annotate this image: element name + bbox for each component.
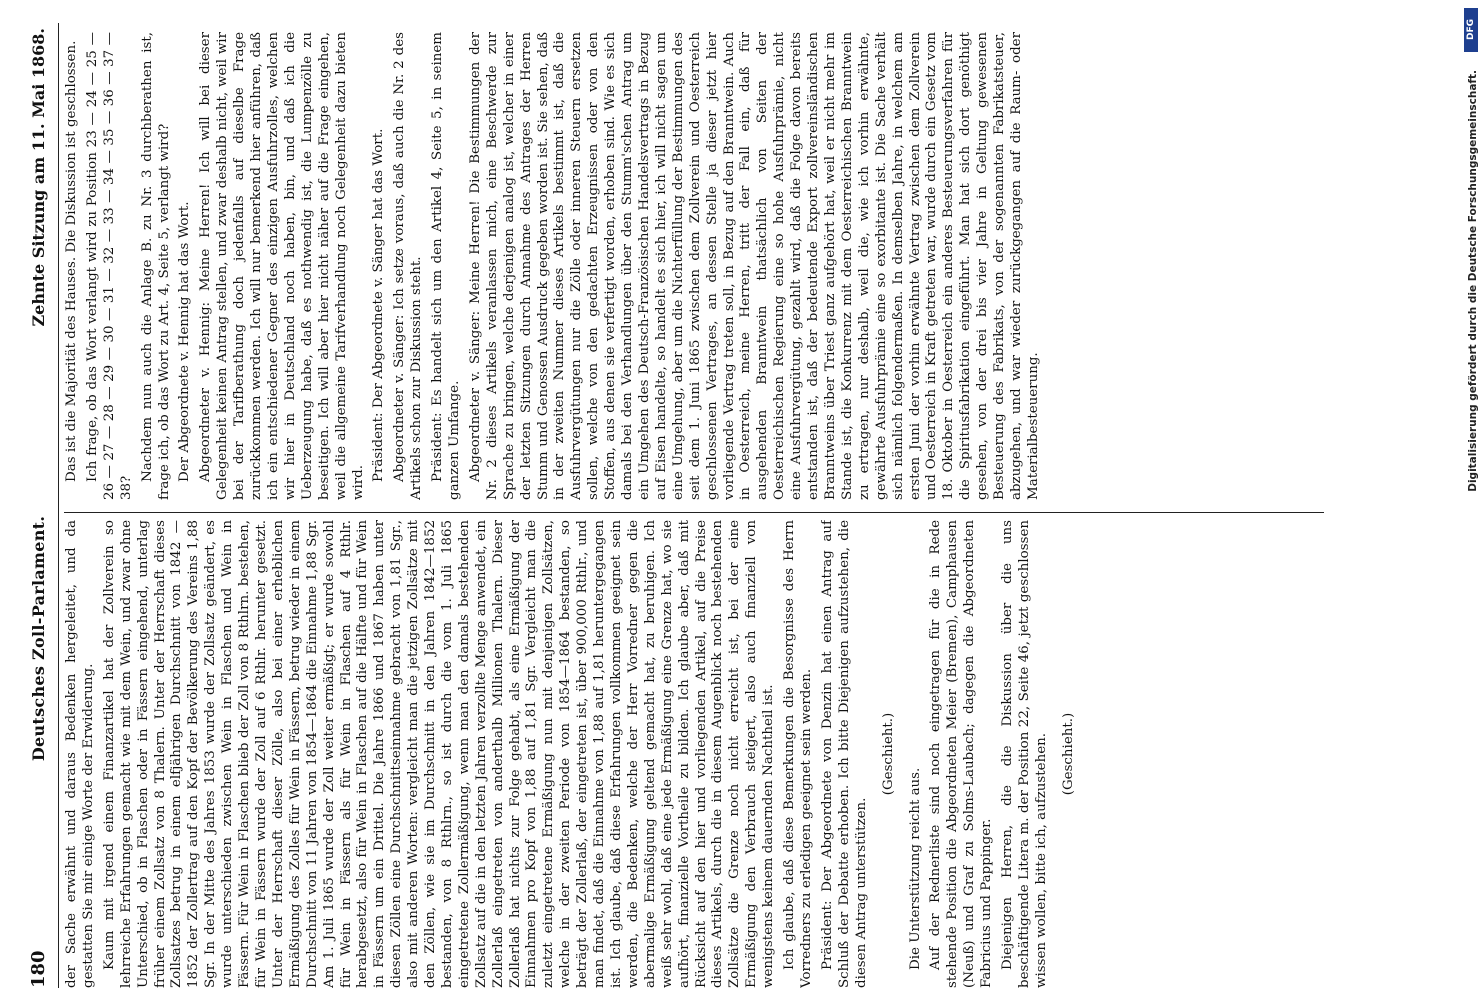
paragraph: Ich frage, ob das Wort verlangt wird zu Position 23 — 24 — 25 — 26 — 27 — 28 — 29 — 30 — 31 — 32 — 33 — 34 — 35 — 36 — 37 — 38? bbox=[84, 32, 134, 500]
page-number: 180 bbox=[28, 950, 49, 988]
credit-text: Digitalisierung gefördert durch die Deutsche Forschungsgemeinschaft. bbox=[1467, 70, 1479, 492]
paragraph: Der Abgeordnete v. Hennig hat das Wort. bbox=[177, 201, 193, 482]
digitization-credit bbox=[1461, 0, 1481, 1000]
paragraph: Die Unterstützung reicht aus. bbox=[907, 767, 923, 970]
paragraph: Ich glaube, daß diese Bemerkungen die Besorgnisse des Herrn Vorredners zu erledigen geeignet sein werden. bbox=[782, 520, 814, 988]
stage-direction: (Geschieht.) bbox=[880, 712, 896, 796]
column-divider bbox=[64, 512, 1324, 513]
paragraph: Präsident: Der Abgeordnete v. Sänger hat das Wort. bbox=[371, 128, 387, 482]
left-column bbox=[64, 520, 1244, 988]
paragraph: Auf der Rednerliste sind noch eingetragen für die in Rede stehende Position die Abgeordneten Meier (Bremen), Camphausen (Neuß) und Graf zu Solms-Laubach; dagegen die Abgeordneten Fabricius und Pappinger. bbox=[928, 520, 995, 988]
paragraph: Nachdem nun auch die Anlage B. zu Nr. 3 durchberathen ist, frage ich, ob das Wort zu Art. 4, Seite 5, verlangt wird? bbox=[139, 32, 172, 500]
publication-title: Deutsches Zoll-Parlament. bbox=[29, 515, 48, 762]
paragraph: Abgeordneter v. Hennig: Meine Herren! Ich will bei dieser Gelegenheit keinen Antrag stellen, und zwar deshalb nicht, weil wir bei der Tarifberathung doch jedenfalls auf dieselbe Frage zurückkommen werden. Ich will nur bemerkend hier anführen, daß ich ein entschiedener Gegner des einzigen Ausfuhrzolles, welchen wir hier in Deutschland noch haben, bin, und daß ich die Ueberzeugung habe, daß es nothwendig ist, die Lumpenzölle zu beseitigen. Ich will aber hier nicht näher auf die Frage eingehen, weil die allgemeine Tarifverhandlung noch Gelegenheit dazu bieten wird. bbox=[198, 32, 366, 500]
paragraph: der Sache erwähnt und daraus Bedenken hergeleitet, und da gestatten Sie mir einige Worte der Erwiderung. bbox=[64, 520, 96, 988]
paragraph: Diejenigen Herren, die die Diskussion über die uns beschäftigende Litera m. der Position 22, Seite 46, jetzt geschlossen wissen wollen, bitte ich, aufzustehen. bbox=[1000, 520, 1049, 988]
dfg-logo: DFG bbox=[1464, 8, 1478, 52]
paragraph: Präsident: Es handelt sich um den Artikel 4, Seite 5, in seinem ganzen Umfange. bbox=[430, 32, 463, 500]
header-rule bbox=[58, 23, 59, 988]
stage-direction: (Geschieht.) bbox=[1060, 712, 1076, 796]
paragraph: Kaum mit irgend einem Finanzartikel hat der Zollverein so lehrreiche Erfahrungen gemacht wie mit dem Wein, und zwar ohne Unterschied, ob in Flaschen oder in Fässern eingehend, unterlag früher einem Zollsatz von 8 Thalern. Unter der Herrschaft dieses Zollsatzes betrug in einem elfjährigen Durchschnitt von 1842 — 1852 der Zollertrag auf den Kopf der Bevölkerung des Vereins 1,88 Sgr. In der Mitte des Jahres 1853 wurde der Zollsatz geändert, es wurde unterschieden zwischen Wein in Flaschen und Wein in Fässern. Für Wein in Flaschen blieb der Zoll von 8 Rthlrn. bestehen, für Wein in Fässern wurde der Zoll auf 6 Rthlr. herunter gesetzt. Unter der Herrschaft dieser Zölle, also bei einer erheblichen Ermäßigung des Zolles für Wein in Fässern, betrug wieder in einem Durchschnitt von 11 Jahren von 1854—1864 die Einnahme 1,88 Sgr. Am 1. Juli 1865 wurde der Zoll weiter ermäßigt; er wurde sowohl für Wein in Fässern als für Wein in Flaschen auf 4 Rthlr. herabgesetzt, also für Wein in Flaschen auf die Hälfte und für Wein in Fässern um ein Drittel. Die Jahre 1866 und 1867 haben unter diesen Zöllen eine Durchschnittseinnahme gebracht von 1,81 Sgr., also mit anderen Worten: vergleicht man die jetzigen Zollsätze mit den Zöllen, wie sie im Durchschnitt in den Jahren 1842—1852 bestanden, von 8 Rthlrn., so ist durch die vom 1. Juli 1865 eingetretene Zollermäßigung, wenn man den damals bestehenden Zollsatz auf die in den letzten Jahren verzollte Menge anwendet, ein Zollerlaß eingetreten von anderthalb Millionen Thalern. Dieser Zollerlaß hat nichts zur Folge gehabt, als eine Ermäßigung der Einnahmen pro Kopf von 1,88 auf 1,81 Sgr. Vergleicht man die zuletzt eingetretene Ermäßigung nun mit denjenigen Zollsätzen, welche in der zweiten Periode von 1854—1864 bestanden, so beträgt der Zollerlaß, der eingetreten ist, über 900,000 Rthlr., und man findet, daß die Einnahme von 1,88 auf 1,81 heruntergegangen ist. Ich glaube, daß diese Erfahrungen vollkommen geeignet sein werden, die Bedenken, welche der Herr Vorredner gegen die abermalige Ermäßigung geltend gemacht hat, zu beruhigen. Ich weiß sehr wohl, daß eine jede Ermäßigung eine Grenze hat, wo sie aufhört, finanzielle Vortheile zu bilden. Ich glaube aber, daß mit Rücksicht auf den hier und vorliegenden Artikel, auf die Preise dieses Artikels, durch die in diesem Augenblick noch bestehenden Zollsätze die Grenze noch nicht erreicht ist, bei der eine Ermäßigung den Verbrauch steigert, also auch finanziell von wenigstens keinem dauernden Nachtheil ist. bbox=[101, 520, 777, 988]
paragraph: Präsident: Der Abgeordnete von Denzin hat einen Antrag auf Schluß der Debatte erhoben. Ich bitte Diejenigen aufzustehen, die diesen Antrag unterstützen. bbox=[819, 520, 869, 988]
right-column bbox=[64, 32, 1324, 500]
paragraph: Abgeordneter v. Sänger: Meine Herren! Die Bestimmungen der Nr. 2 dieses Artikels veranlassen mich, eine Beschwerde zur Sprache zu bringen, welche derjenigen analog ist, welcher in einer der letzten Sitzungen durch Annahme des Antrages der Herren Stumm und Genossen Ausdruck gegeben worden ist. Sie sehen, daß in der zweiten Nummer dieses Artikels bestimmt ist, daß die Ausfuhrvergütungen nur die Zölle oder inneren Steuern ersetzen sollen, welche von den gedachten Erzeugnissen oder von den Stoffen, aus denen sie verfertigt worden, erhoben sind. Wie es sich damals bei den Verhandlungen über den Stumm'schen Antrag um ein Umgehen des Deutsch-Französischen Handelsvertrags in Bezug auf Eisen handelte, so handelt es sich hier, ich will nicht sagen um eine Umgehung, aber um die Nichterfüllung der Bestimmungen des seit dem 1. Juni 1865 zwischen dem Zollverein und Oesterreich geschlossenen Vertrages, an dessen Stelle ja dieser jetzt hier vorliegende Vertrag treten soll, in Bezug auf den Branntwein. Auch in Oesterreich, meine Herren, tritt der Fall ein, daß für ausgehenden Branntwein thatsächlich von Seiten der Oesterreichischen Regierung eine so hohe Ausfuhrprämie, nicht eine Ausfuhrvergütung, gezahlt wird, daß die Folge davon bereits entstanden ist, daß der bedeutende Export zollvereinsländischen Branntweins über Triest ganz aufgehört hat, weil er nicht mehr im Stande ist, die Konkurrenz mit dem Oesterreichischen Branntwein zu ertragen, nur deshalb, weil die, wie ich vorhin erwähnte, gewährte Ausfuhrprämie eine so exorbitante ist. Die Sache verhält sich nämlich folgendermaßen. In demselben Jahre, in welchem am ersten Juni der vorhin erwähnte Vertrag zwischen dem Zollverein und Oesterreich in Kraft getreten war, wurde durch ein Gesetz vom 18. Oktober in Oesterreich ein anderes Besteuerungsverfahren für die Spiritusfabrikation eingeführt. Man hat sich dort genöthigt gesehen, von der drei bis vier Jahre in Geltung gewesenen Besteuerung des Fabrikats, von der sogenannten Fabrikatsteuer, abzugehen, und war wieder zurückgegangen auf die Raum- oder Materialbesteuerung. bbox=[467, 32, 1041, 500]
session-title: Zehnte Sitzung am 11. Mai 1868. bbox=[29, 28, 48, 327]
paragraph: Abgeordneter v. Sänger: Ich setze voraus, daß auch die Nr. 2 des Artikels schon zur Diskussion steht. bbox=[392, 32, 425, 500]
page-header bbox=[28, 28, 52, 988]
paragraph: Das ist die Majorität des Hauses. Die Diskussion ist geschlossen. bbox=[64, 40, 79, 482]
